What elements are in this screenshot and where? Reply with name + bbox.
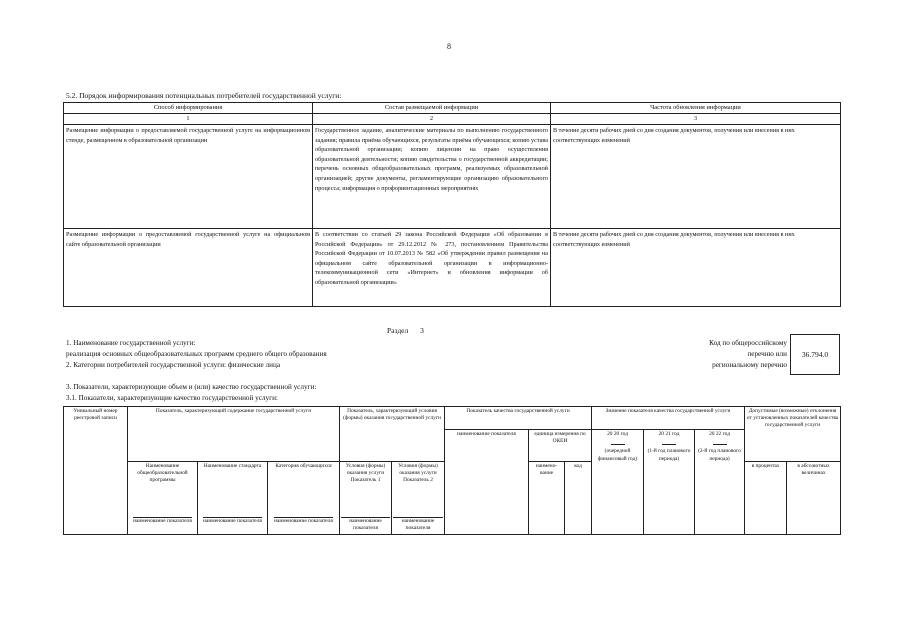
header-deviation-absolute: в абсолютных величинах [787, 462, 841, 535]
column-number: 1 [64, 114, 313, 125]
year-blank [662, 438, 676, 445]
informing-table-numbers [64, 114, 841, 125]
header-quality-indicator: Показатель качества государственной услуги [445, 407, 592, 430]
column-number: 3 [551, 114, 841, 125]
student-category-sub: наименование показателя [274, 518, 333, 524]
header-unique-number: Уникальный номер реестровой записи [64, 407, 128, 535]
informing-table-header [64, 103, 841, 114]
year-2-caption: (1-й год планового периода) [647, 448, 691, 462]
header-unit: единица измерения по ОКЕИ [529, 430, 592, 462]
year-2-value: 20 21 [658, 431, 671, 437]
quality-table [63, 406, 841, 535]
consumer-category: 2. Категории потребителей государственной услуги: физические лица [66, 361, 281, 369]
header-allowed-deviation: Допустимые (возможные) отклонения от установленных показателей качества государственной услуги [745, 407, 841, 462]
year-blank [713, 438, 727, 445]
condition-1-label: Условия (формы) оказания услуги Показатель 1 [345, 463, 386, 484]
year-3-label: год [722, 431, 730, 437]
row-frequency: В течение десяти рабочих дней со дня создания документов, получения или внесения в них соответствующих изменений [551, 229, 841, 307]
row-method: Размещение информации о предоставляемой государственной услуге на информационном стенде, размещенном в образовательной организации [64, 125, 313, 229]
year-1-label: год [620, 431, 628, 437]
section-3-1-title: 3.1. Показатели, характеризующие качество государственной услуги: [66, 394, 278, 402]
header-unit-code: код [565, 462, 592, 535]
page-number: 8 [447, 42, 451, 51]
year-3-caption: (2-й год планового периода) [698, 448, 741, 462]
header-condition-2 [392, 462, 445, 535]
header-condition-1 [340, 462, 392, 535]
header-frequency: Частота обновления информации [551, 103, 841, 114]
standard-name-label: Наименование стандарта [203, 463, 262, 469]
section-5-2-title: 5.2. Порядок информирования потенциальных потребителей государственной услуги: [66, 91, 342, 100]
program-name-sub: наименование показателя [133, 518, 192, 524]
program-name-label: Наименование общеобразовательной программы [137, 463, 188, 484]
header-year-1 [592, 430, 644, 535]
year-blank [611, 438, 625, 445]
header-indicator-name: наименование показателя [445, 430, 529, 535]
header-method: Способ информирования [64, 103, 313, 114]
row-method: Размещение информации о предоставляемой государственной услуге на официальном сайте образовательной организации [64, 229, 313, 307]
row-content: Государственное задание, аналитические материалы по выполнению государственного задания; правила приёма обучающихся, результаты приёма обучающихся; копию устава образовательной организации; копию лицензии на право осуществления образовательной деятельности; копию свидетельства о государственной аккредитации; перечень основных общеобразовательных программ, реализуемых образовательной организацией; другие документы, регламентирующие организацию образовательного процесса; информация о профориентационных мероприятиях [313, 125, 551, 229]
year-1-caption: (очередной финансовый год) [597, 448, 638, 462]
row-frequency: В течение десяти рабочих дней со дня создания документов, получения или внесения в них соответствующих изменений [551, 125, 841, 229]
code-label-3: региональному перечню [712, 361, 787, 369]
table-row [64, 229, 841, 307]
student-category-label: Категория обучающихся [275, 463, 332, 469]
condition-1-sub: наименование показателя [341, 517, 390, 532]
row-content: В соответствии со статьей 29 закона Российской Федерации «Об образовании в Российской Федерации» от 29.12.2012 № 273, постановлением Правительства Российской Федерации от 10.07.2013 № 582 «Об утверждении правил размещения на официальном сайте образовательной организации в информационно-телекоммуникационной сети «Интернет» и обновления информации об образовательной организации» [313, 229, 551, 307]
header-conditions-indicator: Показатель, характеризующий условия (формы) оказания государственной услуги [340, 407, 445, 462]
service-name-value: реализация основных общеобразовательных программ среднего общего образования [66, 350, 327, 358]
header-standard-name [198, 462, 268, 535]
header-student-category [268, 462, 340, 535]
code-label-1: Код по общероссийскому [709, 339, 787, 347]
table-row [64, 125, 841, 229]
header-year-3 [695, 430, 745, 535]
header-program-name [128, 462, 198, 535]
year-3-value: 20 22 [709, 431, 722, 437]
year-2-label: год [672, 431, 680, 437]
header-unit-name: наимено-вание [529, 462, 565, 535]
header-year-2 [644, 430, 695, 535]
header-quality-values: Значение показателя качества государственной услуги [592, 407, 745, 430]
year-1-value: 20 20 [607, 431, 620, 437]
condition-2-sub: наименование показателя [393, 517, 443, 532]
standard-name-sub: наименование показателя [203, 518, 262, 524]
column-number: 2 [313, 114, 551, 125]
condition-2-label: Условия (формы) оказания услуги Показатель 2 [398, 463, 438, 484]
service-name-label: 1. Наименование государственной услуги: [66, 339, 196, 347]
informing-table [63, 102, 841, 307]
registry-code-box: 36.794.0 [790, 334, 840, 375]
code-label-2: перечню или [747, 350, 787, 358]
header-content: Состав размещаемой информации [313, 103, 551, 114]
header-deviation-percent: в процентах [745, 462, 787, 535]
razdel-heading: Раздел 3 [387, 326, 424, 335]
header-content-indicator: Показатель, характеризующий содержание государственной услуги [128, 407, 340, 462]
section-3-title: 3. Показатели, характеризующие объем и (или) качество государственной услуги: [66, 383, 317, 391]
